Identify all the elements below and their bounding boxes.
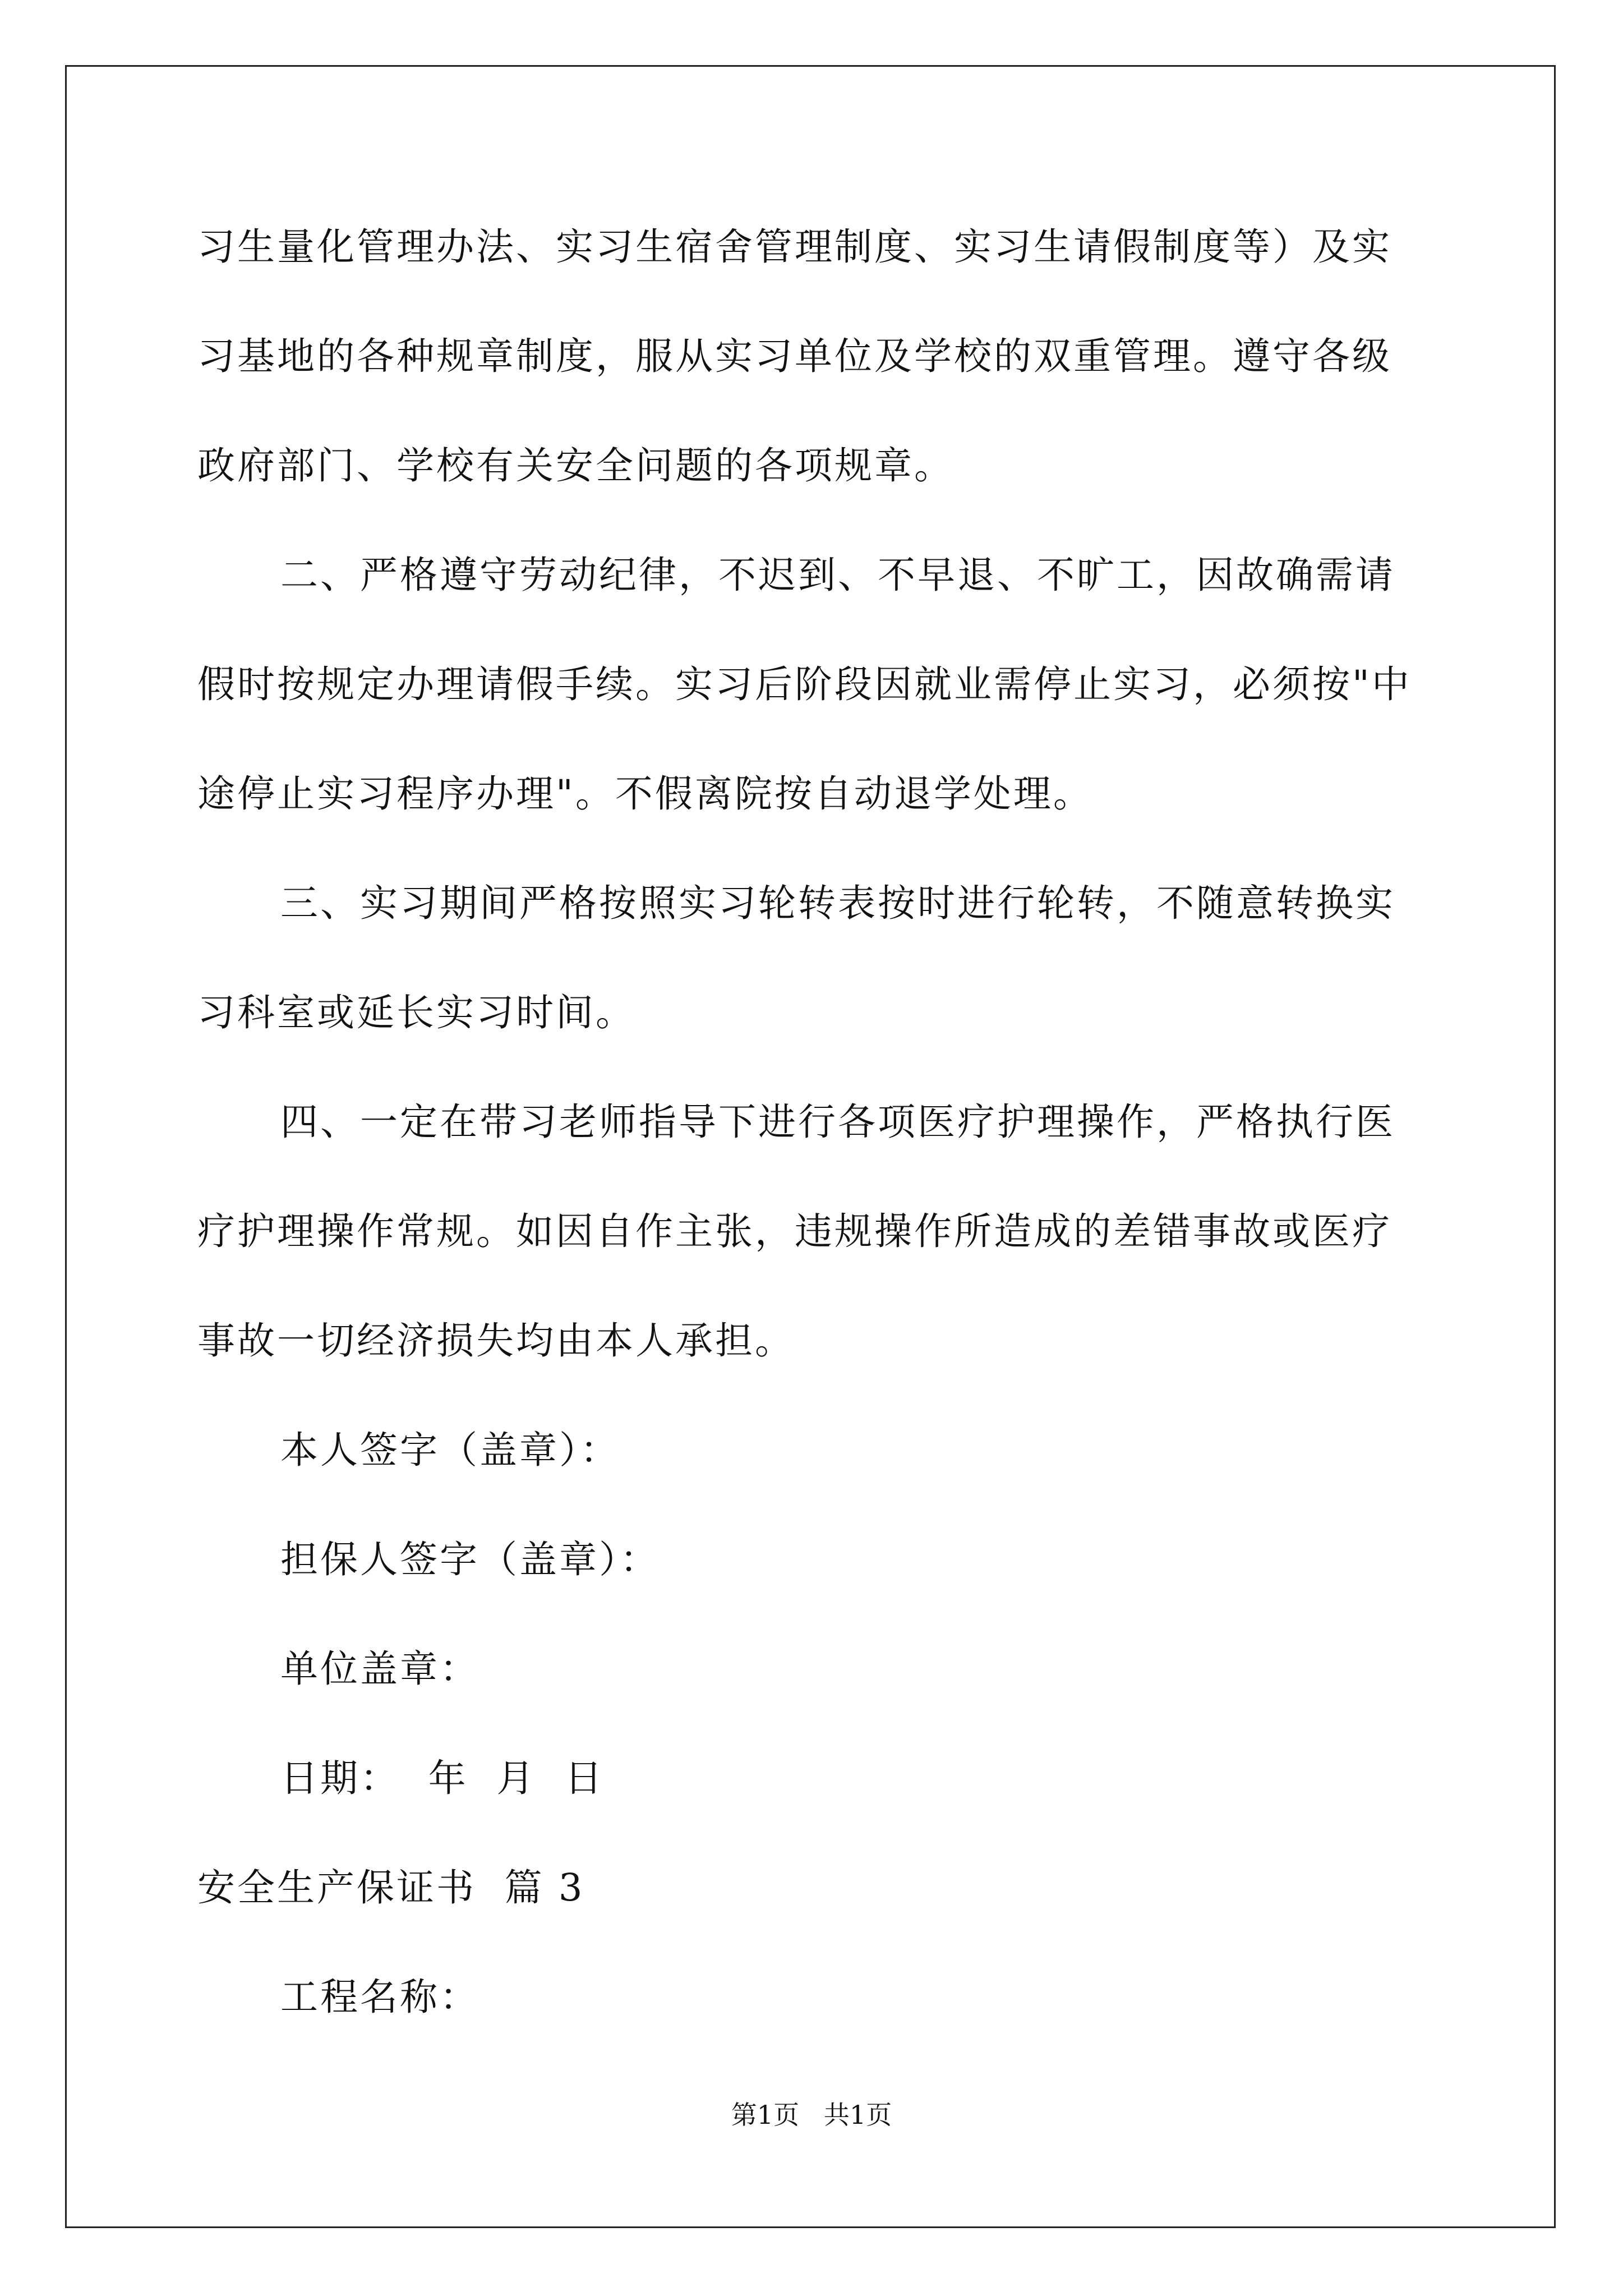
paragraph-2-line-3: 途停止实习程序办理"。不假离院按自动退学处理。 bbox=[197, 772, 1093, 816]
paragraph-1-line-1: 习生量化管理办法、实习生宿舍管理制度、实习生请假制度等）及实 bbox=[197, 225, 1392, 269]
signature-line: 本人签字（盖章）： bbox=[280, 1428, 620, 1472]
paragraph-2-line-2: 假时按规定办理请假手续。实习后阶段因就业需停止实习，必须按"中 bbox=[197, 662, 1412, 706]
section-heading: 安全生产保证书 篇 3 bbox=[197, 1866, 585, 1910]
paragraph-4-line-3: 事故一切经济损失均由本人承担。 bbox=[197, 1319, 795, 1363]
guarantor-signature-line: 担保人签字（盖章）： bbox=[280, 1538, 660, 1581]
paragraph-4-line-2: 疗护理操作常规。如因自作主张，违规操作所造成的差错事故或医疗 bbox=[197, 1209, 1392, 1253]
page-footer: 第1页 共1页 bbox=[731, 2100, 892, 2130]
paragraph-1-line-2: 习基地的各种规章制度，服从实习单位及学校的双重管理。遵守各级 bbox=[197, 334, 1392, 378]
paragraph-3-line-1: 三、实习期间严格按照实习轮转表按时进行轮转，不随意转换实 bbox=[280, 881, 1395, 925]
paragraph-2-line-1: 二、严格遵守劳动纪律，不迟到、不早退、不旷工，因故确需请 bbox=[280, 553, 1395, 597]
project-name-line: 工程名称： bbox=[280, 1975, 479, 2019]
unit-seal-line: 单位盖章： bbox=[280, 1647, 479, 1691]
date-line: 日期： 年 月 日 bbox=[280, 1756, 605, 1800]
paragraph-1-line-3: 政府部门、学校有关安全问题的各项规章。 bbox=[197, 444, 954, 487]
paragraph-4-line-1: 四、一定在带习老师指导下进行各项医疗护理操作，严格执行医 bbox=[280, 1100, 1395, 1144]
paragraph-3-line-2: 习科室或延长实习时间。 bbox=[197, 991, 635, 1034]
